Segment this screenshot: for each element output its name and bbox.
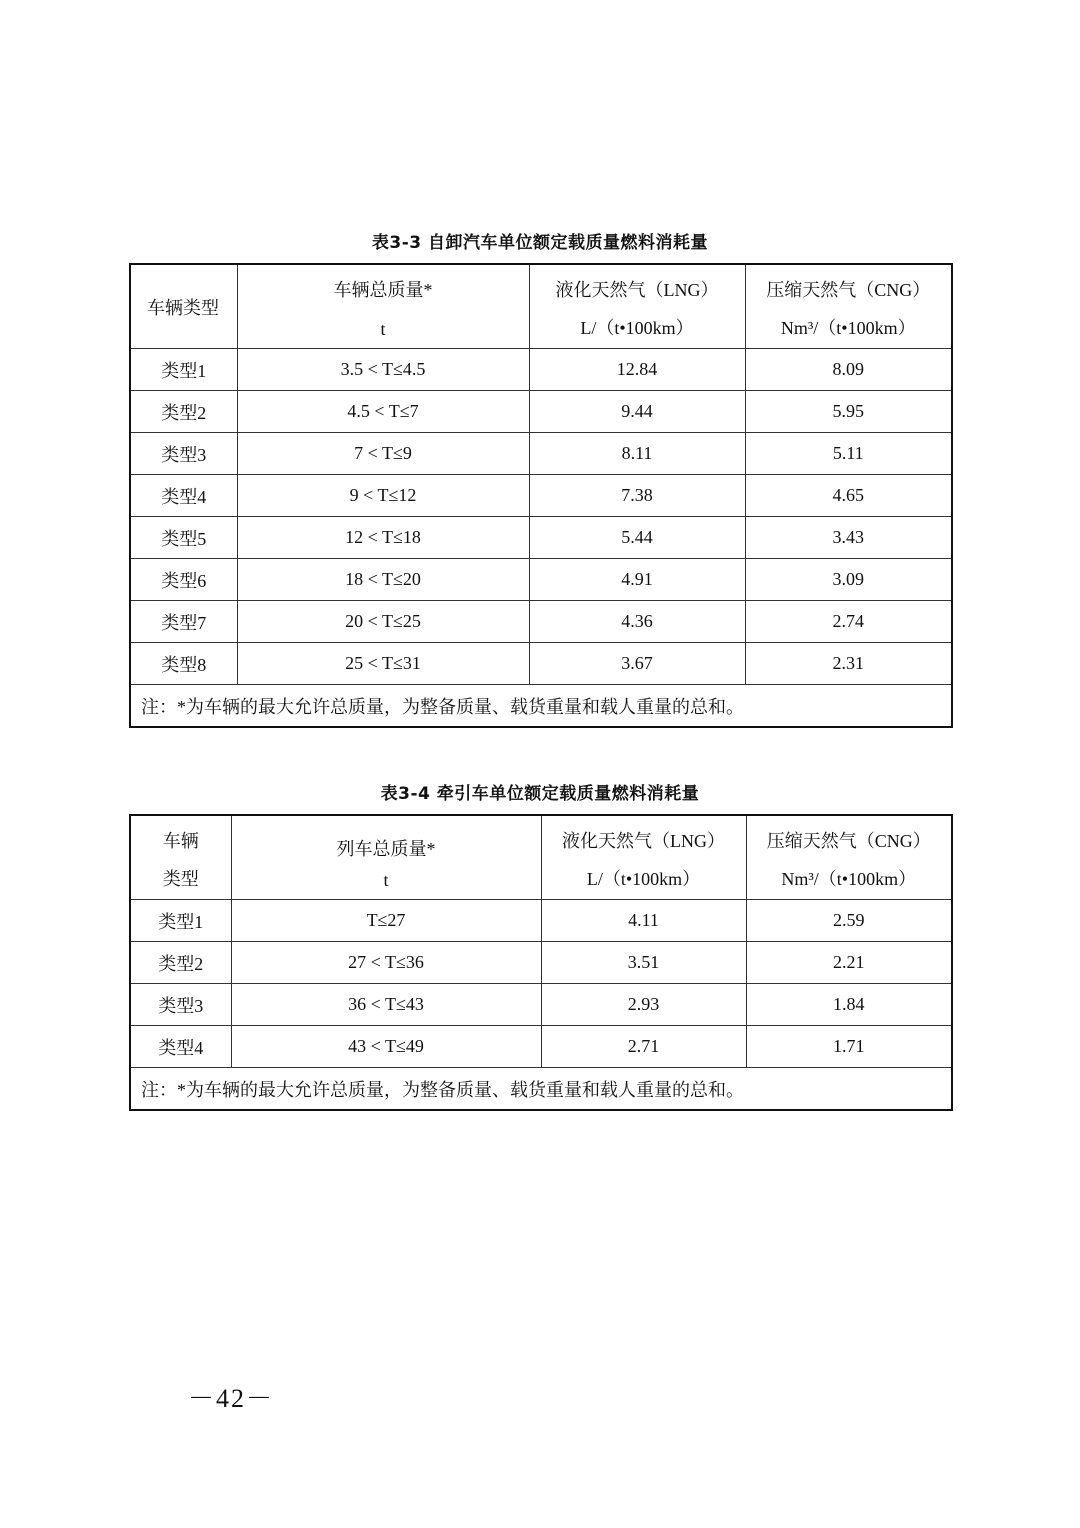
- cell-type: 类型1: [130, 349, 237, 391]
- table1: [129, 263, 953, 728]
- cell-cng: 3.09: [745, 559, 952, 601]
- table1-note-row: [130, 685, 952, 728]
- header-train-total-mass: 列车总质量* t: [231, 815, 541, 900]
- cell-mass: 3.5 < T≤4.5: [237, 349, 529, 391]
- header-vehicle-type: 车辆 类型: [130, 815, 231, 900]
- table1-note: 注：*为车辆的最大允许总质量，为整备质量、载货重量和载人重量的总和。: [130, 685, 952, 728]
- cell-type: 类型6: [130, 559, 237, 601]
- cell-mass: 18 < T≤20: [237, 559, 529, 601]
- cell-cng: 3.43: [745, 517, 952, 559]
- cell-mass: 43 < T≤49: [231, 1026, 541, 1068]
- cell-lng: 3.51: [541, 942, 746, 984]
- cell-type: 类型2: [130, 391, 237, 433]
- cell-mass: T≤27: [231, 900, 541, 942]
- table1-caption: 表3-3 自卸汽车单位额定载质量燃料消耗量: [371, 233, 709, 253]
- header-lng: 液化天然气（LNG） L/（t•100km）: [529, 264, 745, 349]
- cell-mass: 12 < T≤18: [237, 517, 529, 559]
- cell-mass: 9 < T≤12: [237, 475, 529, 517]
- cell-lng: 3.67: [529, 643, 745, 685]
- cell-type: 类型8: [130, 643, 237, 685]
- cell-mass: 25 < T≤31: [237, 643, 529, 685]
- cell-type: 类型4: [130, 1026, 231, 1068]
- page-number: －42－: [188, 1384, 275, 1413]
- table-row: [130, 433, 952, 475]
- cell-lng: 5.44: [529, 517, 745, 559]
- cell-type: 类型2: [130, 942, 231, 984]
- table-row: [130, 475, 952, 517]
- cell-mass: 7 < T≤9: [237, 433, 529, 475]
- table-row: [130, 984, 952, 1026]
- table2-header-row: [130, 815, 952, 900]
- cell-lng: 8.11: [529, 433, 745, 475]
- cell-mass: 4.5 < T≤7: [237, 391, 529, 433]
- cell-cng: 2.31: [745, 643, 952, 685]
- cell-cng: 5.95: [745, 391, 952, 433]
- table-row: [130, 942, 952, 984]
- cell-mass: 27 < T≤36: [231, 942, 541, 984]
- cell-cng: 2.59: [746, 900, 952, 942]
- cell-cng: 2.74: [745, 601, 952, 643]
- table-row: [130, 559, 952, 601]
- cell-cng: 4.65: [745, 475, 952, 517]
- header-cng: 压缩天然气（CNG） Nm³/（t•100km）: [745, 264, 952, 349]
- header-lng: 液化天然气（LNG） L/（t•100km）: [541, 815, 746, 900]
- cell-lng: 7.38: [529, 475, 745, 517]
- cell-lng: 2.71: [541, 1026, 746, 1068]
- cell-cng: 8.09: [745, 349, 952, 391]
- header-total-mass: 车辆总质量* t: [237, 264, 529, 349]
- table-row: [130, 900, 952, 942]
- cell-lng: 4.36: [529, 601, 745, 643]
- cell-cng: 1.84: [746, 984, 952, 1026]
- header-cng: 压缩天然气（CNG） Nm³/（t•100km）: [746, 815, 952, 900]
- table2: [129, 814, 953, 1111]
- cell-lng: 9.44: [529, 391, 745, 433]
- cell-lng: 12.84: [529, 349, 745, 391]
- cell-lng: 4.91: [529, 559, 745, 601]
- cell-cng: 2.21: [746, 942, 952, 984]
- table2-note: 注：*为车辆的最大允许总质量，为整备质量、载货重量和载人重量的总和。: [130, 1068, 952, 1111]
- table1-header-row: [130, 264, 952, 349]
- cell-lng: 2.93: [541, 984, 746, 1026]
- table2-caption: 表3-4 牵引车单位额定载质量燃料消耗量: [380, 784, 700, 804]
- cell-cng: 1.71: [746, 1026, 952, 1068]
- table-row: [130, 601, 952, 643]
- cell-type: 类型5: [130, 517, 237, 559]
- cell-type: 类型4: [130, 475, 237, 517]
- header-vehicle-type: 车辆类型: [130, 264, 237, 349]
- cell-cng: 5.11: [745, 433, 952, 475]
- cell-lng: 4.11: [541, 900, 746, 942]
- cell-type: 类型7: [130, 601, 237, 643]
- table2-note-row: [130, 1068, 952, 1111]
- cell-mass: 20 < T≤25: [237, 601, 529, 643]
- cell-mass: 36 < T≤43: [231, 984, 541, 1026]
- table-row: [130, 1026, 952, 1068]
- cell-type: 类型3: [130, 984, 231, 1026]
- table-row: [130, 391, 952, 433]
- table-row: [130, 643, 952, 685]
- cell-type: 类型3: [130, 433, 237, 475]
- table-row: [130, 349, 952, 391]
- table-row: [130, 517, 952, 559]
- cell-type: 类型1: [130, 900, 231, 942]
